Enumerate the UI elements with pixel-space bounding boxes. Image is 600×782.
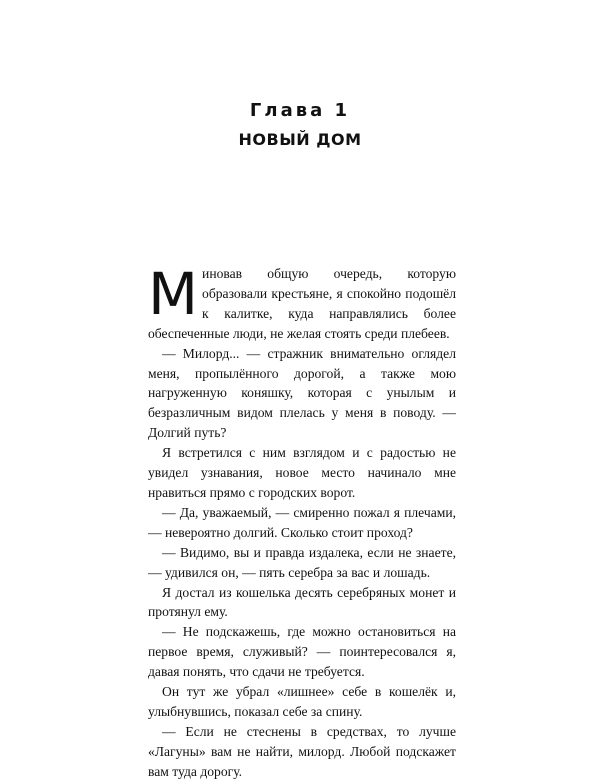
paragraph: Я встретился с ним взглядом и с радостью не увидел узнавания, новое место начинало мне нравиться прямо с городских ворот.: [148, 445, 456, 500]
drop-cap: М: [148, 260, 199, 328]
chapter-title: НОВЫЙ ДОМ: [238, 130, 362, 149]
paragraph: — Да, уважаемый, — смиренно пожал я плечами, — невероятно долгий. Сколько стоит проход?: [148, 504, 456, 540]
paragraph: — Видимо, вы и правда издалека, если не знаете, — удивился он, — пять серебра за вас и лошадь.: [148, 544, 456, 580]
chapter-number: Глава 1: [249, 100, 351, 121]
paragraph: — Не подскажешь, где можно остановиться на первое время, служивый? — поинтересовался я, давая понять, что сдачи не требуется.: [148, 624, 456, 680]
paragraph: Я достал из кошелька десять серебряных монет и протянул ему.: [148, 584, 456, 620]
paragraph-text: иновав общую очередь, которую образовали крестьяне, я спокойно подошёл к калитке, куда направлялись более обеспеченные люди, не желая стоять среди плебеев.: [148, 266, 456, 341]
paragraph: Он тут же убрал «лишнее» себе в кошелёк и, улыбнувшись, показал себе за спину.: [148, 684, 456, 719]
paragraph: — Милорд... — стражник внимательно оглядел меня, пропылённого дорогой, а также мою нагруженную коняшку, которая с унылым и безразличным видом плелась у меня в поводу. — Долгий путь?: [148, 345, 456, 441]
paragraph: [148, 260, 456, 344]
paragraph: — Если не стеснены в средствах, то лучше «Лагуны» вам не найти, милорд. Любой подскажет вам туда дорогу.: [148, 723, 456, 779]
chapter-body: [148, 260, 456, 782]
